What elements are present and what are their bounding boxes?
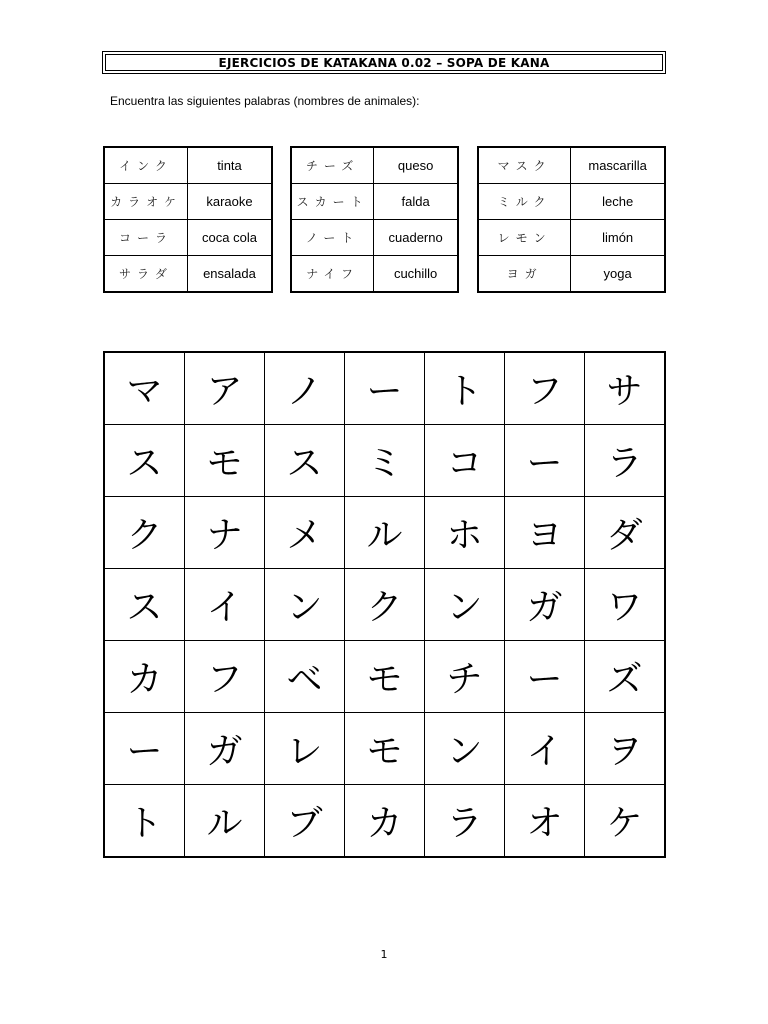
- grid-cell: ン: [265, 569, 345, 641]
- grid-cell: イ: [185, 569, 265, 641]
- grid-cell: メ: [265, 497, 345, 569]
- grid-cell: モ: [345, 713, 425, 785]
- vocab-kana: インク: [104, 147, 187, 184]
- grid-cell: カ: [104, 641, 185, 713]
- grid-row: [104, 497, 665, 569]
- grid-cell: ノ: [265, 352, 345, 425]
- grid-cell: モ: [345, 641, 425, 713]
- vocab-kana: サラダ: [104, 256, 187, 293]
- vocab-translation: mascarilla: [571, 147, 665, 184]
- grid-cell: ト: [425, 352, 505, 425]
- vocab-row: [291, 256, 458, 293]
- vocab-kana: ヨガ: [478, 256, 571, 293]
- grid-cell: ル: [185, 785, 265, 858]
- grid-cell: レ: [265, 713, 345, 785]
- grid-cell: ワ: [585, 569, 666, 641]
- grid-cell: コ: [425, 425, 505, 497]
- grid-cell: ブ: [265, 785, 345, 858]
- grid-cell: ケ: [585, 785, 666, 858]
- vocab-row: [478, 256, 665, 293]
- vocab-row: [291, 184, 458, 220]
- vocab-table-3: [477, 146, 666, 293]
- vocab-row: [104, 147, 272, 184]
- vocab-translation: yoga: [571, 256, 665, 293]
- grid-cell: ヨ: [505, 497, 585, 569]
- grid-cell: チ: [425, 641, 505, 713]
- vocab-table-1: [103, 146, 273, 293]
- grid-cell: ア: [185, 352, 265, 425]
- vocab-translation: coca cola: [187, 220, 272, 256]
- vocab-row: [291, 220, 458, 256]
- grid-row: [104, 641, 665, 713]
- vocab-translation: leche: [571, 184, 665, 220]
- grid-cell: オ: [505, 785, 585, 858]
- grid-cell: イ: [505, 713, 585, 785]
- vocab-translation: karaoke: [187, 184, 272, 220]
- grid-cell: ラ: [425, 785, 505, 858]
- grid-row: [104, 713, 665, 785]
- vocab-translation: cuaderno: [374, 220, 458, 256]
- grid-row: [104, 425, 665, 497]
- grid-cell: ガ: [505, 569, 585, 641]
- vocab-translation: falda: [374, 184, 458, 220]
- grid-cell: サ: [585, 352, 666, 425]
- grid-cell: ホ: [425, 497, 505, 569]
- grid-cell: ー: [345, 352, 425, 425]
- vocab-row: [478, 184, 665, 220]
- grid-cell: ス: [104, 569, 185, 641]
- grid-cell: ダ: [585, 497, 666, 569]
- vocab-translation: tinta: [187, 147, 272, 184]
- grid-cell: ラ: [585, 425, 666, 497]
- grid-cell: ヲ: [585, 713, 666, 785]
- grid-cell: ミ: [345, 425, 425, 497]
- grid-row: [104, 352, 665, 425]
- page-title: EJERCICIOS DE KATAKANA 0.02 – SOPA DE KANA: [105, 54, 663, 71]
- vocab-row: [104, 220, 272, 256]
- vocab-table-2: [290, 146, 459, 293]
- vocab-translation: ensalada: [187, 256, 272, 293]
- grid-row: [104, 785, 665, 858]
- grid-cell: ベ: [265, 641, 345, 713]
- grid-cell: ン: [425, 569, 505, 641]
- vocab-kana: スカート: [291, 184, 374, 220]
- title-box: [102, 51, 666, 74]
- grid-cell: モ: [185, 425, 265, 497]
- grid-cell: ク: [104, 497, 185, 569]
- vocab-kana: カラオケ: [104, 184, 187, 220]
- vocab-kana: チーズ: [291, 147, 374, 184]
- vocab-translation: limón: [571, 220, 665, 256]
- grid-cell: ス: [104, 425, 185, 497]
- vocab-translation: queso: [374, 147, 458, 184]
- kana-search-grid: [103, 351, 666, 858]
- vocab-kana: ノート: [291, 220, 374, 256]
- grid-cell: フ: [505, 352, 585, 425]
- grid-cell: ト: [104, 785, 185, 858]
- grid-cell: ス: [265, 425, 345, 497]
- vocab-row: [291, 147, 458, 184]
- vocab-row: [478, 220, 665, 256]
- grid-cell: ー: [505, 641, 585, 713]
- grid-cell: ズ: [585, 641, 666, 713]
- vocab-kana: レモン: [478, 220, 571, 256]
- grid-cell: ク: [345, 569, 425, 641]
- grid-cell: ン: [425, 713, 505, 785]
- grid-cell: ガ: [185, 713, 265, 785]
- grid-cell: ル: [345, 497, 425, 569]
- vocab-row: [104, 256, 272, 293]
- vocab-kana: コーラ: [104, 220, 187, 256]
- grid-cell: マ: [104, 352, 185, 425]
- vocab-translation: cuchillo: [374, 256, 458, 293]
- vocab-row: [478, 147, 665, 184]
- page-number: 1: [380, 948, 388, 961]
- vocab-kana: マスク: [478, 147, 571, 184]
- instructions-text: Encuentra las siguientes palabras (nombres de animales):: [110, 94, 420, 108]
- vocab-row: [104, 184, 272, 220]
- grid-cell: ナ: [185, 497, 265, 569]
- vocab-kana: ナイフ: [291, 256, 374, 293]
- grid-row: [104, 569, 665, 641]
- grid-cell: フ: [185, 641, 265, 713]
- vocab-kana: ミルク: [478, 184, 571, 220]
- grid-cell: ー: [505, 425, 585, 497]
- grid-cell: ー: [104, 713, 185, 785]
- grid-cell: カ: [345, 785, 425, 858]
